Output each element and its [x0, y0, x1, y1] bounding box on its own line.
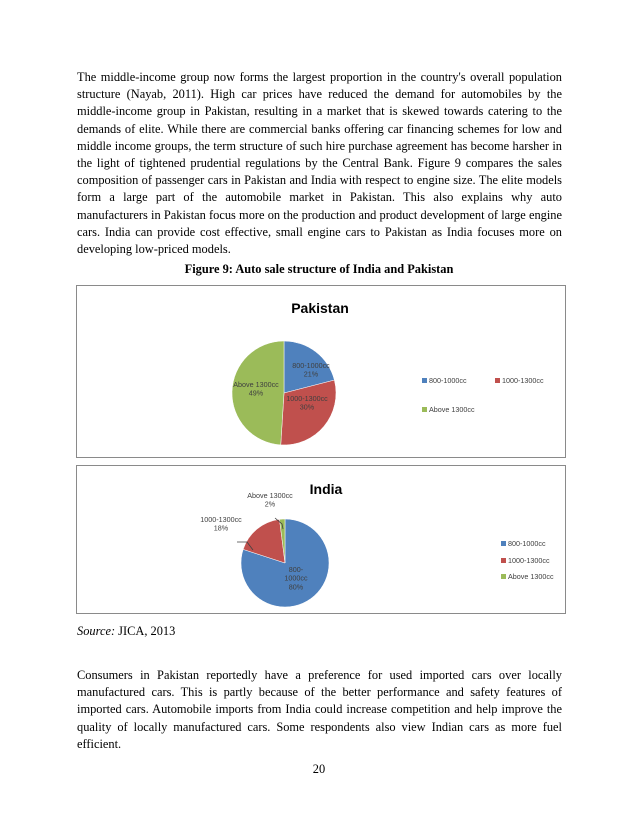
slice-label-1000-1300cc: 1000-1300cc 30%	[286, 394, 328, 412]
legend-swatch	[422, 378, 427, 383]
pakistan-chart-svg	[77, 286, 565, 457]
slice-label-above-1300cc: Above 1300cc 49%	[233, 380, 279, 398]
legend-entry: Above 1300cc	[508, 572, 554, 581]
legend-entry: 800-1000cc	[429, 376, 467, 385]
chart-title: Pakistan	[291, 300, 349, 316]
legend-entry: Above 1300cc	[429, 405, 475, 414]
india-chart-svg	[77, 466, 565, 613]
legend-swatch	[495, 378, 500, 383]
body-paragraph-2: Consumers in Pakistan reportedly have a preference for used imported cars over locally manufactured cars. This is partly because of the better performance and safety features of imported cars. Automobile imports from India could increase competition and help improve the quality of locally manufactured cars. Some respondents also view Indian cars as more fuel efficient.	[77, 668, 562, 751]
legend-swatch	[501, 574, 506, 579]
page-number: 20	[312, 762, 326, 776]
legend-swatch	[501, 541, 506, 546]
legend-swatch	[501, 558, 506, 563]
india-pie-chart	[76, 465, 566, 614]
chart-title: India	[309, 481, 343, 497]
slice-label-800-1000cc: 800-1000cc 80%	[284, 565, 308, 592]
slice-label-above-1300cc: Above 1300cc 2%	[247, 491, 293, 509]
pakistan-pie-chart	[76, 285, 566, 458]
source-text: JICA, 2013	[115, 624, 176, 638]
source-label: Source:	[77, 624, 116, 638]
slice-label-800-1000cc: 800-1000cc 21%	[292, 361, 330, 379]
figure-source	[77, 624, 175, 639]
legend-entry: 1000-1300cc	[502, 376, 544, 385]
slice-label-1000-1300cc: 1000-1300cc 18%	[200, 515, 242, 533]
body-paragraph-1: The middle-income group now forms the largest proportion in the country's overall population structure (Nayab, 2011). High car prices have reduced the demand for automobiles by the middle-income group in Pakistan, resulting in a market that is skewed towards catering to the demands of elite. While there are commercial banks offering car financing schemes for low and middle income groups, the term structure of such hire purchase agreement has become harsher in the light of tightened prudential regulations by the Central Bank. Figure 9 compares the sales composition of passenger cars in Pakistan and India with respect to engine size. The elite models form a large part of the automobile market in Pakistan. This also explains why auto manufacturers in Pakistan focus more on the production and product development of large engine cars. India can provide cost effective, small engine cars to Pakistan as India focuses more on developing low-priced models.	[77, 70, 562, 257]
legend-entry: 1000-1300cc	[508, 556, 550, 565]
figure-caption: Figure 9: Auto sale structure of India and Pakistan	[184, 262, 454, 276]
legend-swatch	[422, 407, 427, 412]
legend-entry: 800-1000cc	[508, 539, 546, 548]
